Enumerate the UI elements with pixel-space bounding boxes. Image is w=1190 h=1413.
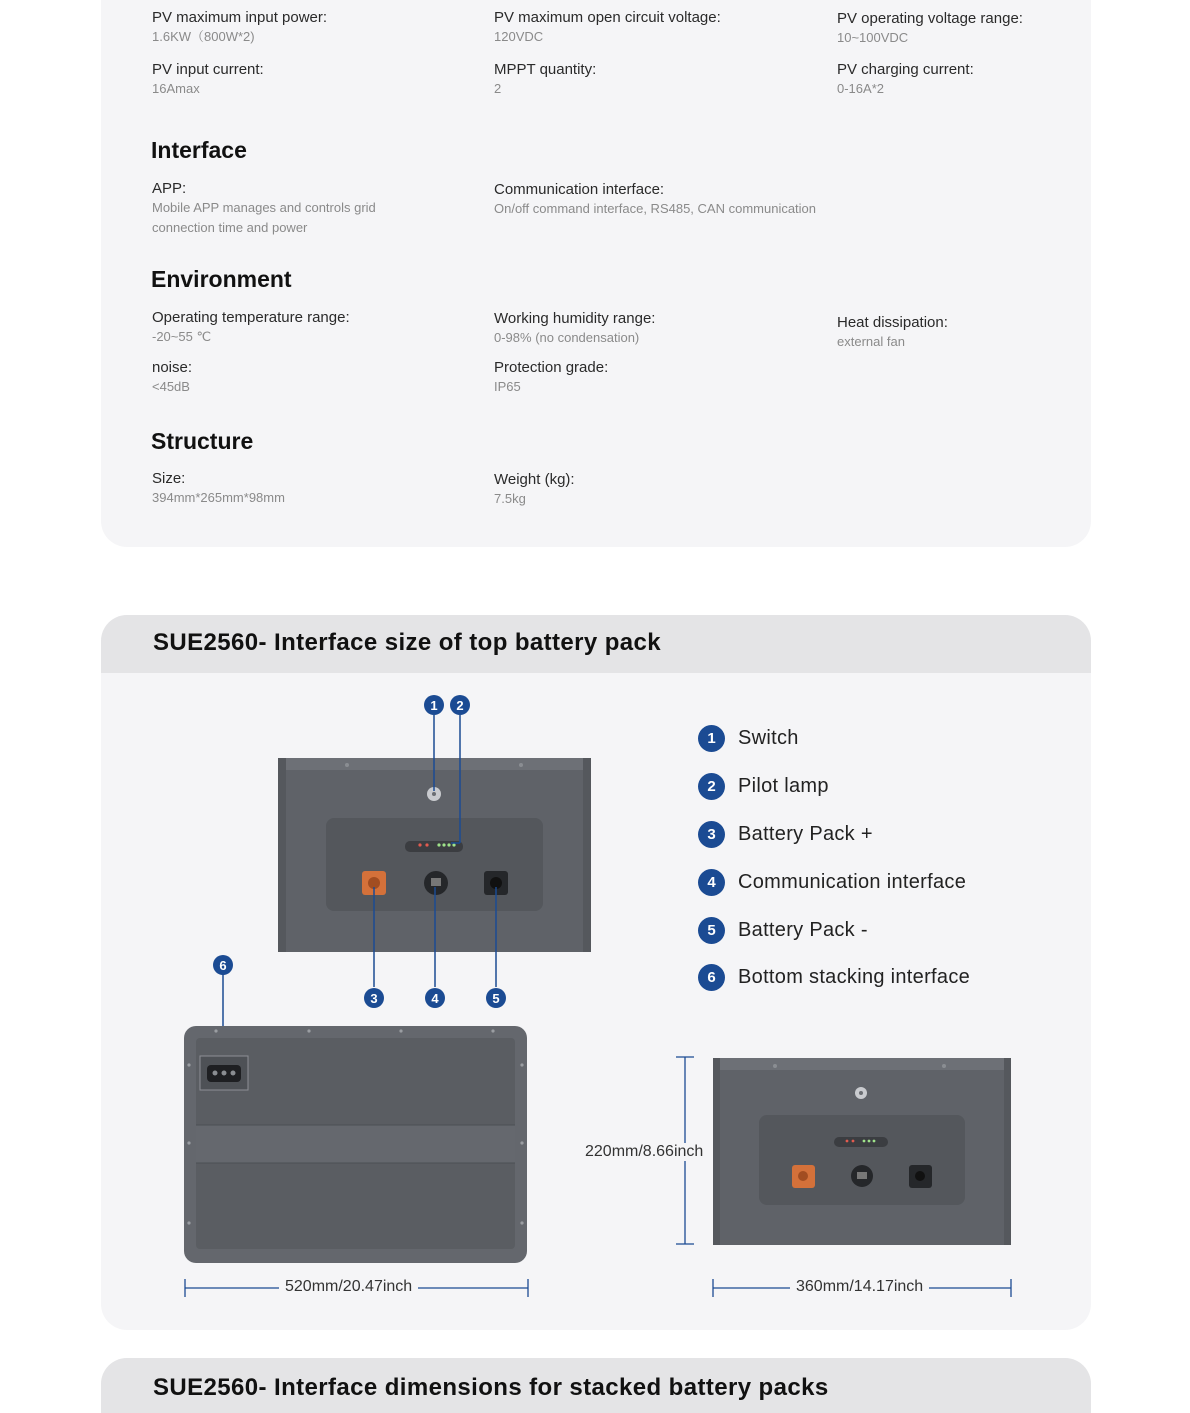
- spec-app: [152, 180, 432, 238]
- legend-label: Pilot lamp: [738, 774, 829, 797]
- spec-pv-input-current: [152, 61, 264, 99]
- spec-protection-grade: [494, 359, 608, 397]
- interface-section-title: Interface: [151, 137, 247, 163]
- spec-operating-temperature: [152, 309, 350, 347]
- legend-number-badge: 2: [698, 773, 725, 800]
- legend-number-badge: 6: [698, 964, 725, 991]
- spec-label: Working humidity range:: [494, 310, 656, 327]
- spec-value: 0-98% (no condensation): [494, 330, 640, 345]
- callout-badge-4: [425, 988, 445, 1008]
- spec-value: -20~55 ℃: [152, 329, 212, 344]
- spec-value: Mobile APP manages and controls grid connection time and power: [152, 200, 376, 235]
- spec-noise: [152, 359, 192, 397]
- fan-icon: [855, 1087, 867, 1099]
- svg-text:1: 1: [430, 698, 438, 713]
- svg-text:6: 6: [219, 958, 227, 973]
- callout-badge-5: [486, 988, 506, 1008]
- front-view-dimension-pack: [713, 1058, 1011, 1245]
- dimension-label-side-height: 220mm/8.66inch: [579, 1143, 709, 1161]
- legend-item-pilot-lamp: [698, 772, 829, 800]
- svg-text:2: 2: [456, 698, 464, 713]
- spec-pv-open-circuit-voltage: [494, 9, 721, 47]
- spec-label: Heat dissipation:: [837, 314, 948, 331]
- svg-text:4: 4: [431, 991, 439, 1006]
- legend-item-switch: [698, 724, 799, 752]
- spec-label: PV charging current:: [837, 61, 974, 78]
- interface-size-card: [101, 615, 1091, 1330]
- spec-working-humidity: [494, 310, 655, 348]
- specifications-card: [101, 0, 1091, 547]
- legend-number-badge: 4: [698, 869, 725, 896]
- legend-item-bottom-stacking-interface: [698, 963, 970, 991]
- legend-label: Communication interface: [738, 870, 967, 893]
- spec-pv-charging-current: [837, 61, 974, 99]
- dimension-label-side-width: 360mm/14.17inch: [790, 1278, 929, 1296]
- legend-label: Battery Pack +: [738, 822, 873, 845]
- spec-label: PV maximum open circuit voltage:: [494, 9, 721, 26]
- spec-value: IP65: [494, 379, 521, 394]
- legend-item-battery-pack-positive: [698, 820, 873, 848]
- spec-label: Weight (kg):: [494, 471, 575, 488]
- spec-label: PV operating voltage range:: [837, 10, 1023, 27]
- spec-label: MPPT quantity:: [494, 61, 597, 78]
- spec-label: noise:: [152, 359, 193, 376]
- spec-communication-interface: [494, 181, 816, 219]
- svg-text:3: 3: [370, 991, 378, 1006]
- spec-heat-dissipation: [837, 314, 948, 352]
- spec-value: 10~100VDC: [837, 30, 909, 45]
- section-header: [101, 1358, 1091, 1413]
- stacked-dimensions-card: [101, 1358, 1091, 1413]
- svg-text:5: 5: [492, 991, 500, 1006]
- spec-value: 0-16A*2: [837, 81, 884, 96]
- spec-value: 7.5kg: [494, 491, 526, 506]
- spec-label: Size:: [152, 470, 186, 487]
- legend-number-badge: 3: [698, 821, 725, 848]
- spec-label: Operating temperature range:: [152, 309, 350, 326]
- legend-label: Bottom stacking interface: [738, 965, 971, 988]
- spec-label: Communication interface:: [494, 181, 665, 198]
- spec-weight: [494, 471, 575, 509]
- spec-pv-max-input-power: [152, 9, 327, 47]
- structure-section-title: Structure: [151, 428, 254, 454]
- spec-size: [152, 470, 285, 508]
- spec-mppt-quantity: [494, 61, 596, 99]
- spec-value: 120VDC: [494, 29, 544, 44]
- spec-value: 16Amax: [152, 81, 200, 96]
- spec-value: 2: [494, 81, 502, 96]
- spec-value: On/off command interface, RS485, CAN communication: [494, 201, 817, 216]
- legend-label: Battery Pack -: [738, 918, 868, 941]
- legend-number-badge: 5: [698, 917, 725, 944]
- environment-section-title: Environment: [151, 266, 292, 292]
- callout-badge-3: [364, 988, 384, 1008]
- spec-label: APP:: [152, 180, 187, 197]
- spec-label: Protection grade:: [494, 359, 609, 376]
- spec-value: <45dB: [152, 379, 190, 394]
- legend-item-communication-interface: [698, 868, 966, 896]
- bottom-view-battery-pack: [184, 1026, 527, 1263]
- legend-item-battery-pack-negative: [698, 916, 868, 944]
- spec-value: external fan: [837, 334, 905, 349]
- legend-number-badge: 1: [698, 725, 725, 752]
- spec-pv-operating-voltage: [837, 10, 1023, 48]
- spec-label: PV maximum input power:: [152, 9, 328, 26]
- section-title: SUE2560- Interface dimensions for stacked battery packs: [153, 1374, 829, 1401]
- communication-port: [424, 871, 448, 895]
- spec-label: PV input current:: [152, 61, 264, 78]
- legend-label: Switch: [738, 726, 799, 749]
- callout-badge-1: [424, 695, 444, 715]
- spec-value: 1.6KW（800W*2): [152, 29, 255, 44]
- callout-badge-6: [213, 955, 233, 975]
- stacking-connector: [200, 1056, 248, 1090]
- callout-badge-2: [450, 695, 470, 715]
- dimension-label-bottom-width: 520mm/20.47inch: [279, 1278, 418, 1296]
- section-title: SUE2560- Interface size of top battery pack: [153, 629, 662, 656]
- spec-value: 394mm*265mm*98mm: [152, 490, 285, 505]
